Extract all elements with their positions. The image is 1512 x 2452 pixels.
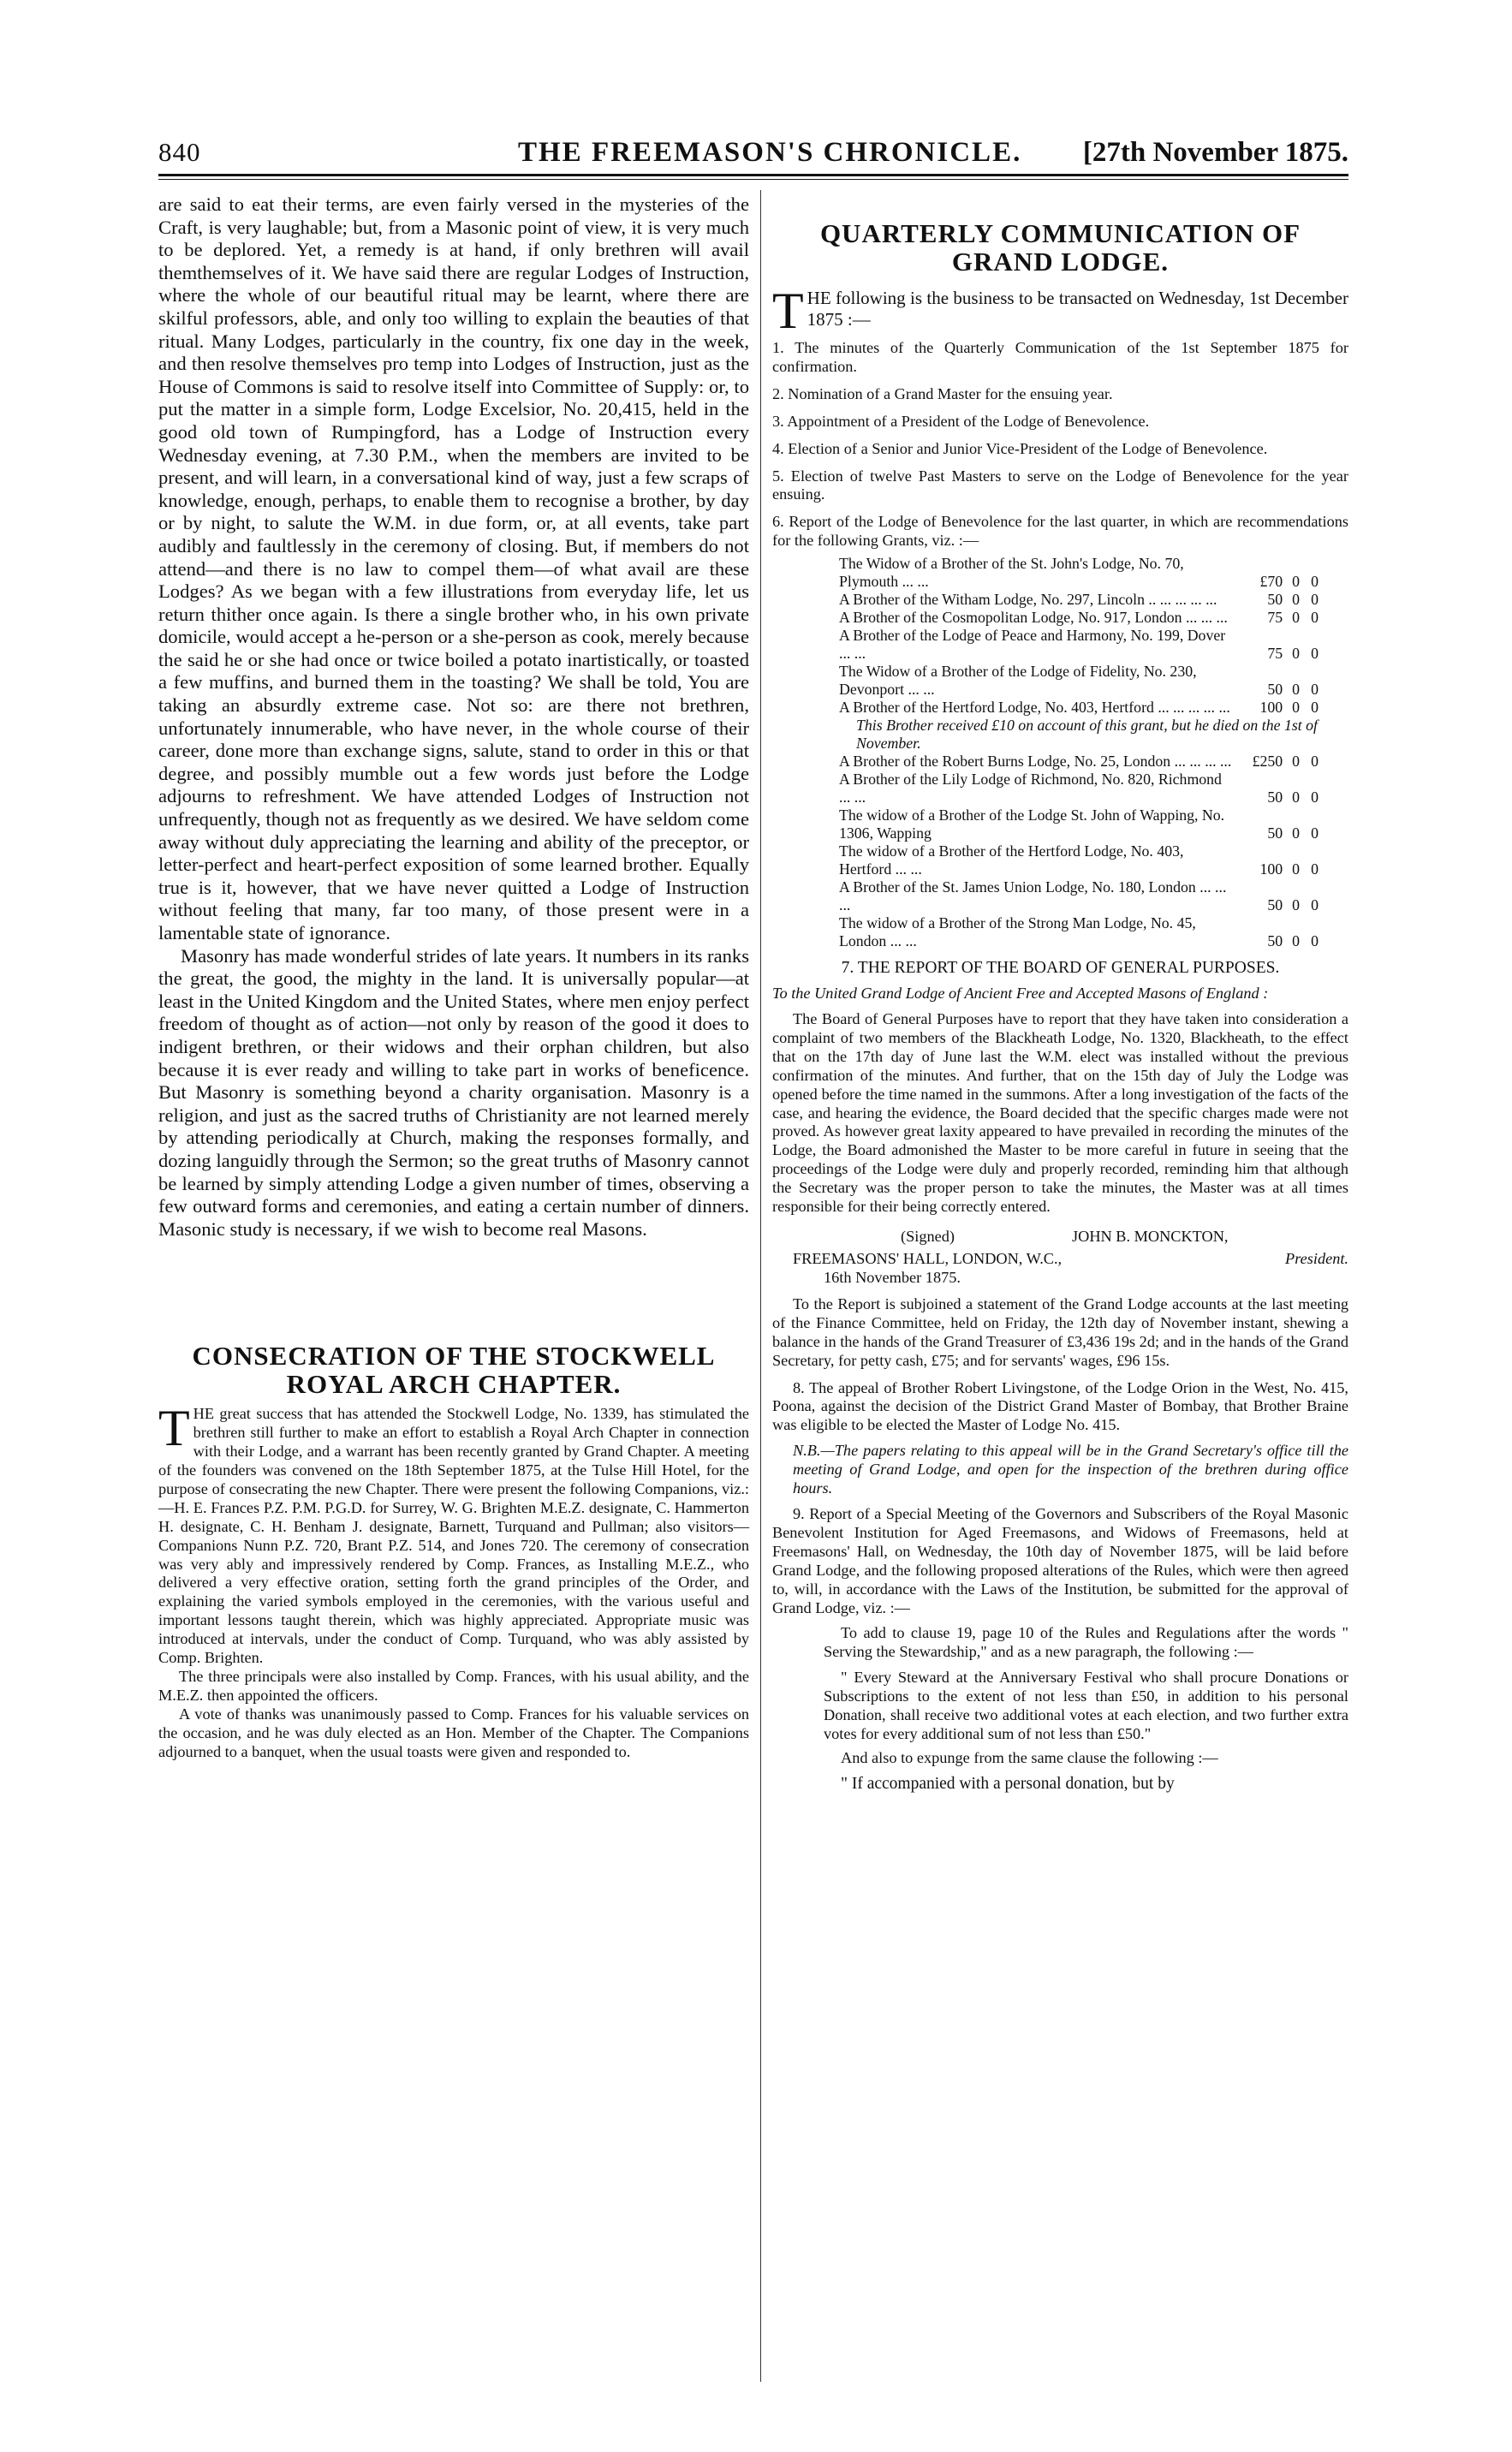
grant-row — [839, 842, 1319, 878]
grant-description: A Brother of the Witham Lodge, No. 297, Lincoln .. ... ... ... ... — [839, 591, 1217, 609]
grant-pounds: 50 — [1267, 824, 1283, 842]
agenda-item: 6. Report of the Lodge of Benevolence for the last quarter, in which are recommendations for the following Grants, viz. :— — [772, 513, 1348, 550]
signature-title: President. — [1285, 1249, 1348, 1267]
grant-pence: 0 — [1311, 681, 1319, 699]
grant-description: The widow of a Brother of the Lodge St. John of Wapping, No. 1306, Wapping — [839, 806, 1225, 842]
grant-row — [839, 555, 1319, 591]
consecration-paragraph: A vote of thanks was unanimously passed to Comp. Frances for his valuable services on the occasion, and he was duly elected as an Hon. Member of the Chapter. The Companions adjourned to a banquet, when the usual toasts were given and responded to. — [158, 1705, 749, 1760]
expunge-paragraph: And also to expunge from the same clause the following :— — [841, 1748, 1218, 1766]
nota-bene: N.B.—The papers relating to this appeal will be in the Grand Secretary's office till the meeting of Grand Lodge, and open for the inspection of the brethren during office hours. — [793, 1442, 1348, 1497]
grant-description: A Brother of the Robert Burns Lodge, No. 25, London ... ... ... ... — [839, 753, 1232, 771]
grant-pence: 0 — [1311, 824, 1319, 842]
grant-row — [839, 663, 1319, 699]
clause-paragraph: To add to clause 19, page 10 of the Rules and Regulations after the words " Serving the Stewardship," and as a new paragraph, the following :— — [824, 1624, 1348, 1661]
article-paragraph: are said to eat their terms, are even fairly versed in the mysteries of the Craft, is very laughable; but, from a Masonic point of view, it is very much to be deplored. Yet, a remedy is at hand, if only brethren will avail themthemselves of it. We have said there are regular Lodges of Instruction, where the whole of our beautiful ritual may be learnt, where there are skilful professors, able, and only too willing to explain the beauties of that ritual. Many Lodges, particularly in the country, fix one day in the week, and then resolve themselves pro temp into Lodges of Instruction, just as the House of Commons is said to resolve itself into Committee of Supply: or, to put the matter in a simple form, Lodge Excelsior, No. 20,415, held in the good old town of Rumpingford, has a Lodge of Instruction every Wednesday evening, at 7.30 P.M., when the members are invited to be present, and will learn, in a conversational kind of way, just a few scraps of knowledge, enough, perhaps, to enable them to recognise a brother, by day or by night, to salute the W.M. in due form, or, at all events, take part audibly and faultlessly in the ceremony of closing. But, if members do not attend—and there is no law to compel them—of what avail are these Lodges? As we began with a few illustrations from everyday life, let us return thither once again. Is there a single brother who, in his own private domicile, would accept a he-person or a she-person as cook, merely because the said he or she had once or twice boiled a potato inartistically, or toasted a few muffins, and burned them in the toasting? We shall be told, You are taking an absurdly extreme case. Not so: are there not brethren, unfortunately innumerable, who have never, in the whole course of their career, done more than exchange signs, salute, stand to order in this or that degree, and possibly mumble out a few words just before the Lodge adjourns to refreshment. We have attended Lodges of Instruction not unfrequently, though not as frequently as we desired. We have seldom come away without duly appreciating the learning and ability of the preceptor, or letter-perfect and heart-perfect exposition of some learned brother. Equally true is it, however, that we have never quitted a Lodge of Instruction without feeling that many, far too many, of those present were in a lamentable state of ignorance. — [158, 193, 749, 943]
grant-shillings: 0 — [1292, 645, 1301, 663]
consecration-first-paragraph — [158, 1400, 749, 1668]
grant-pounds: 50 — [1267, 591, 1283, 609]
grant-pounds: £70 — [1259, 573, 1283, 591]
grant-shillings: 0 — [1292, 681, 1301, 699]
grants-list — [839, 555, 1319, 950]
agenda-item: 1. The minutes of the Quarterly Communication of the 1st September 1875 for confirmation. — [772, 339, 1348, 375]
grant-row — [839, 806, 1319, 842]
dropcap-letter: T — [158, 1400, 190, 1457]
grant-note: This Brother received £10 on account of this grant, but he died on the 1st of November. — [856, 717, 1318, 753]
grant-row — [839, 591, 1319, 609]
grant-shillings: 0 — [1292, 591, 1301, 609]
grant-pence: 0 — [1311, 591, 1319, 609]
appeal-paragraph: 8. The appeal of Brother Robert Livingstone, of the Lodge Orion in the West, No. 415, Poona, against the decision of the District Grand Master of Bombay, that Brother Braine was eligible to be elected the Master of Lodge No. 415. — [772, 1378, 1348, 1434]
consecration-first-paragraph-text: HE great success that has attended the Stockwell Lodge, No. 1339, has stimulated the brethren still further to make an effort to establish a Royal Arch Chapter in connection with their Lodge, and a warrant has been recently granted by Grand Chapter. A meeting of the founders was convened on the 18th September 1875, at the Tulse Hill Hotel, for the purpose of consecrating the new Chapter. There were present the following Companions, viz.:—H. E. Frances P.Z. P.M. P.G.D. for Surrey, W. G. Brighten M.E.Z. designate, C. Hammerton H. designate, C. H. Benham J. designate, Barnett, Turquand and Pullman; also visitors—Companions Nunn P.Z. 720, Brant P.Z. 514, and Jones 720. The ceremony of consecration was very ably and impressively rendered by Comp. Frances, as Installing M.E.Z., who delivered a very effective oration, setting forth the grand principles of the Order, and explaining the varied symbols employed in the ceremonies, with the various useful and important lessons taught therein, which was highly appreciated. Appropriate music was introduced at intervals, under the conduct of Comp. Turquand, who was ably assisted by Comp. Brighten. — [158, 1405, 749, 1667]
signature-date: 16th November 1875. — [824, 1268, 961, 1286]
agenda-item: 4. Election of a Senior and Junior Vice-President of the Lodge of Benevolence. — [772, 439, 1268, 457]
quotation: " Every Steward at the Anniversary Festival who shall procure Donations or Subscriptions to the extent of not less than £50, in addition to his personal Donation, shall receive two additional votes at each election, and two further extra votes for every additional sum of not less than £50." — [824, 1669, 1348, 1742]
page-number: 840 — [158, 137, 201, 167]
grant-row — [839, 627, 1319, 663]
grant-description: The Widow of a Brother of the Lodge of Fidelity, No. 230, Devonport ... ... — [839, 663, 1197, 699]
grant-pounds: 75 — [1267, 609, 1283, 627]
grant-shillings: 0 — [1292, 609, 1301, 627]
masthead-rule — [158, 174, 1348, 176]
grant-row — [839, 914, 1319, 950]
grant-shillings: 0 — [1292, 753, 1301, 771]
article-paragraph: Masonry has made wonderful strides of late years. It numbers in its ranks the great, the good, the mighty in the land. It is universally popular—at least in the United Kingdom and the United States, where men enjoy perfect freedom of thought as of action—not only by reason of the good it does to indigent brethren, or their widows and their orphan children, but also because it is ever ready and willing to take part in works of beneficence. But Masonry is something beyond a charity organisation. Masonry is a religion, and just as the sacred truths of Christianity are not learned merely by attending periodically at Church, making the responses formally, and dozing languidly through the Sermon; so the great truths of Masonry cannot be learned by simply attending Lodge a given number of times, observing a few outward forms and ceremonies, and eating a certain number of dinners. Masonic study is necessary, if we wish to become real Masons. — [158, 944, 749, 1240]
masthead-rule-thin — [158, 179, 1348, 180]
grant-description: The widow of a Brother of the Strong Man Lodge, No. 45, London ... ... — [839, 914, 1196, 950]
grant-pence: 0 — [1311, 896, 1319, 914]
grant-pence: 0 — [1311, 789, 1319, 806]
grant-pence: 0 — [1311, 932, 1319, 950]
grant-shillings: 0 — [1292, 860, 1301, 878]
grant-row — [839, 609, 1319, 627]
grant-pence: 0 — [1311, 699, 1319, 717]
consecration-paragraph: The three principals were also installed by Comp. Frances, with his usual ability, and the M.E.Z. then appointed the officers. — [158, 1668, 749, 1704]
grant-shillings: 0 — [1292, 573, 1301, 591]
masthead — [158, 137, 1348, 171]
grant-description: A Brother of the Lodge of Peace and Harmony, No. 199, Dover ... ... — [839, 627, 1226, 663]
signature-place: FREEMASONS' HALL, LONDON, W.C., — [793, 1249, 1063, 1267]
grant-pounds: 50 — [1267, 681, 1283, 699]
right-column — [772, 193, 1348, 1794]
signature-place-row — [772, 1249, 1348, 1268]
grant-pounds: £250 — [1252, 753, 1283, 771]
grant-pence: 0 — [1311, 609, 1319, 627]
grant-description: A Brother of the St. James Union Lodge, No. 180, London ... ... ... — [839, 878, 1227, 914]
signatory-name: JOHN B. MONCKTON, — [1072, 1227, 1229, 1245]
grant-pounds: 50 — [1267, 789, 1283, 806]
signature-row — [772, 1227, 1348, 1246]
agenda-item: 3. Appointment of a President of the Lodge of Benevolence. — [772, 412, 1150, 430]
grant-row — [839, 878, 1319, 914]
left-column — [158, 193, 749, 1762]
consecration-heading: CONSECRATION OF THE STOCKWELL ROYAL ARCH CHAPTER. — [192, 1341, 716, 1400]
grant-pence: 0 — [1311, 573, 1319, 591]
quotation: " If accompanied with a personal donation, but by — [841, 1774, 1175, 1793]
grant-row — [839, 771, 1319, 806]
report-address: To the United Grand Lodge of Ancient Free and Accepted Masons of England : — [772, 985, 1269, 1003]
grant-description: A Brother of the Cosmopolitan Lodge, No. 917, London ... ... ... — [839, 609, 1228, 627]
grant-shillings: 0 — [1292, 699, 1301, 717]
grant-pence: 0 — [1311, 645, 1319, 663]
grand-lodge-heading: QUARTERLY COMMUNICATION OF GRAND LODGE. — [819, 218, 1301, 277]
masthead-date: [27th November 1875. — [1082, 137, 1348, 168]
grand-lodge-intro-text: HE following is the business to be transacted on Wednesday, 1st December 1875 :— — [807, 288, 1348, 330]
grant-pence: 0 — [1311, 753, 1319, 771]
grant-shillings: 0 — [1292, 789, 1301, 806]
grant-pounds: 50 — [1267, 896, 1283, 914]
grant-description: A Brother of the Lily Lodge of Richmond, No. 820, Richmond ... ... — [839, 771, 1222, 806]
grant-pounds: 75 — [1267, 645, 1283, 663]
special-meeting-paragraph: 9. Report of a Special Meeting of the Governors and Subscribers of the Royal Masonic Benevolent Institution for Aged Freemasons, and Widows of Freemasons, held at Freemasons' Hall, on Wednesday, the 10th day of November 1875, will be laid before Grand Lodge, and the following proposed alterations of the Rules, which were then agreed to, will, in accordance with the Laws of the Institution, be submitted for the approval of Grand Lodge, viz. :— — [772, 1505, 1348, 1616]
grant-shillings: 0 — [1292, 932, 1301, 950]
grant-pounds: 100 — [1259, 699, 1283, 717]
accounts-paragraph: To the Report is subjoined a statement of the Grand Lodge accounts at the last meeting of the Finance Committee, held on Friday, the 12th day of November instant, shewing a balance in the hands of the Grand Treasurer of £3,436 19s 2d; and in the hands of the Grand Secretary, for petty cash, £75; and for servants' wages, £96 15s. — [772, 1294, 1348, 1369]
report-body: The Board of General Purposes have to report that they have taken into consideration a complaint of two members of the Blackheath Lodge, No. 1320, Blackheath, to the effect that on the 17th day of June last the W.M. elect was installed without the previous confirmation of the minutes. And further, that on the 15th day of July the Lodge was opened before the time named in the summons. After a long investigation of the facts of the case, and hearing the evidence, the Board decided that the specific charges made were not proved. As however great laxity appeared to have prevailed in recording the minutes of the Lodge, the Board admonished the Master to be more careful in future in seeing that the proceedings of the Lodge were duly and properly recorded, reminding him that although the Secretary was the proper person to take the minutes, the Master was at all times responsible for their being correctly entered. — [772, 1009, 1348, 1216]
grant-row — [839, 699, 1319, 717]
grant-description: The widow of a Brother of the Hertford Lodge, No. 403, Hertford ... ... — [839, 842, 1184, 878]
agenda-item-report-heading: 7. THE REPORT OF THE BOARD OF GENERAL PURPOSES. — [841, 959, 1280, 978]
grand-lodge-intro — [772, 283, 1348, 339]
column-divider — [760, 190, 761, 2382]
grant-pounds: 50 — [1267, 932, 1283, 950]
agenda-item: 2. Nomination of a Grand Master for the ensuing year. — [772, 384, 1113, 402]
agenda-item: 5. Election of twelve Past Masters to serve on the Lodge of Benevolence for the year ensuing. — [772, 467, 1348, 503]
grant-description: The Widow of a Brother of the St. John's Lodge, No. 70, Plymouth ... ... — [839, 555, 1184, 591]
grant-row — [839, 753, 1319, 771]
grant-pounds: 100 — [1259, 860, 1283, 878]
masthead-title: THE FREEMASON'S CHRONICLE. — [518, 137, 1022, 168]
grant-shillings: 0 — [1292, 896, 1301, 914]
grant-description: A Brother of the Hertford Lodge, No. 403, Hertford ... ... ... ... ... — [839, 699, 1230, 717]
grant-pence: 0 — [1311, 860, 1319, 878]
dropcap-letter: T — [772, 283, 804, 339]
grant-shillings: 0 — [1292, 824, 1301, 842]
signed-label: (Signed) — [901, 1227, 955, 1245]
